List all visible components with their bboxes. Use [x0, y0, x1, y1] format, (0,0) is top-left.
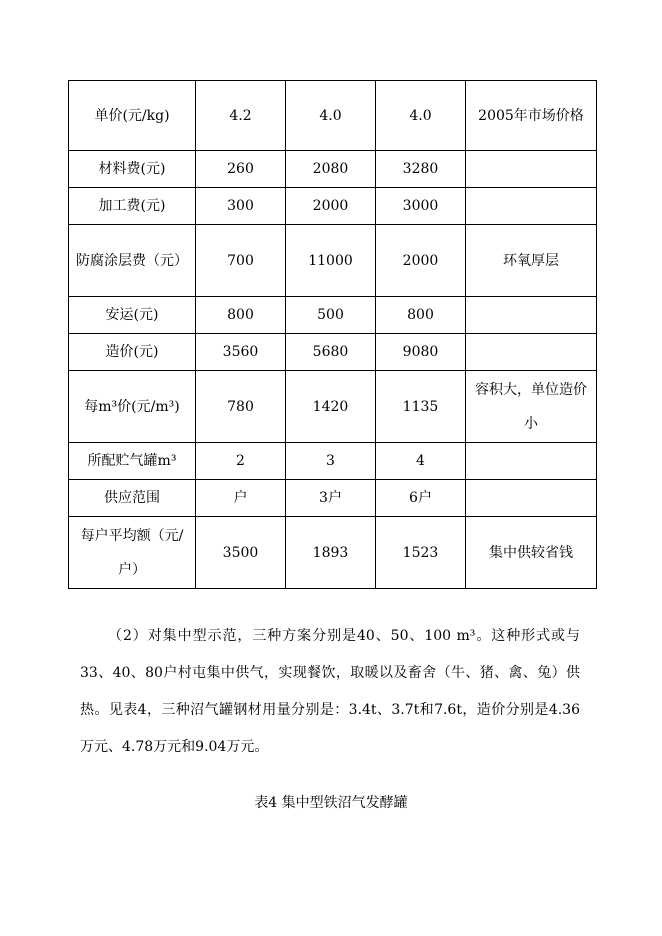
cell-value: 4.0	[376, 81, 466, 151]
row-label: 所配贮气罐m³	[69, 443, 196, 480]
cell-value: 2	[196, 443, 286, 480]
row-label: 材料费(元)	[69, 151, 196, 188]
row-label: 造价(元)	[69, 334, 196, 371]
cell-value: 户	[196, 480, 286, 517]
table-row	[69, 151, 597, 188]
row-label: 防腐涂层费（元）	[69, 225, 196, 297]
paragraph-text: （2）对集中型示范，三种方案分别是40、50、100 m³。这种形式或与33、40、80户村屯集中供气，实现餐饮，取暖以及畜舍（牛、猪、禽、兔）供热。见表4，三种沼气罐钢材用量分别是：3.4t、3.7t和7.6t，造价分别是4.36万元、4.78万元和9.04万元。	[80, 628, 580, 755]
cell-value: 3500	[196, 517, 286, 589]
cell-value: 300	[196, 188, 286, 225]
cell-value: 800	[376, 297, 466, 334]
table-row	[69, 371, 597, 443]
table-row	[69, 225, 597, 297]
row-label: 安运(元)	[69, 297, 196, 334]
table-caption: 表4 集中型铁沼气发酵罐	[254, 795, 408, 811]
row-label: 加工费(元)	[69, 188, 196, 225]
row-note: 容积大，单位造价小	[466, 371, 597, 443]
row-label: 每户平均额（元/户）	[69, 517, 196, 589]
cell-value: 4.0	[286, 81, 376, 151]
cell-value: 3560	[196, 334, 286, 371]
cell-value: 1523	[376, 517, 466, 589]
table-row	[69, 81, 597, 151]
cost-table	[68, 80, 597, 589]
cell-value: 3	[286, 443, 376, 480]
table-row	[69, 188, 597, 225]
cell-value: 2000	[376, 225, 466, 297]
row-label: 每m³价(元/m³)	[69, 371, 196, 443]
cell-value: 1893	[286, 517, 376, 589]
cell-value: 6户	[376, 480, 466, 517]
cell-value: 3280	[376, 151, 466, 188]
row-note: 集中供较省钱	[466, 517, 597, 589]
row-note: 环氧厚层	[466, 225, 597, 297]
table-row	[69, 517, 597, 589]
table-row	[69, 297, 597, 334]
cell-value: 4	[376, 443, 466, 480]
cell-value: 780	[196, 371, 286, 443]
row-note	[466, 297, 597, 334]
cell-value: 4.2	[196, 81, 286, 151]
cell-value: 1135	[376, 371, 466, 443]
cell-value: 2080	[286, 151, 376, 188]
table-row	[69, 480, 597, 517]
row-note: 2005年市场价格	[466, 81, 597, 151]
row-label: 供应范围	[69, 480, 196, 517]
row-label: 单价(元/kg)	[69, 81, 196, 151]
row-note	[466, 443, 597, 480]
cell-value: 5680	[286, 334, 376, 371]
body-paragraph	[80, 618, 580, 766]
row-note	[466, 188, 597, 225]
cell-value: 1420	[286, 371, 376, 443]
cell-value: 500	[286, 297, 376, 334]
cell-value: 9080	[376, 334, 466, 371]
row-note	[466, 334, 597, 371]
cell-value: 11000	[286, 225, 376, 297]
table-row	[69, 334, 597, 371]
row-note	[466, 480, 597, 517]
cell-value: 800	[196, 297, 286, 334]
cell-value: 3户	[286, 480, 376, 517]
cell-value: 2000	[286, 188, 376, 225]
cell-value: 260	[196, 151, 286, 188]
cell-value: 3000	[376, 188, 466, 225]
table-row	[69, 443, 597, 480]
cell-value: 700	[196, 225, 286, 297]
row-note	[466, 151, 597, 188]
